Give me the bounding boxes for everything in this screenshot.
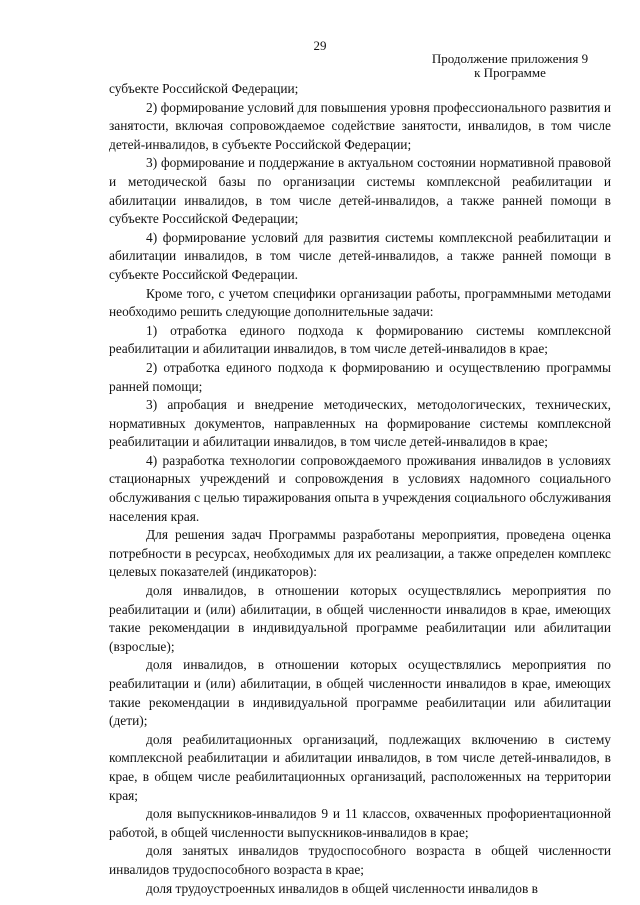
paragraph-indicator-hired: доля трудоустроенных инвалидов в общей численности инвалидов в (146, 880, 538, 896)
paragraph-indicator-employed: доля занятых инвалидов трудоспособного возраста в общей численности инвалидов трудоспособного возраста в крае; (109, 843, 611, 877)
paragraph-additional-task-3: 3) апробация и внедрение методических, методологических, технических, нормативных документов, направленных на формирование системы комплексной реабилитации и абилитации инвалидов, в том числе детей-инвалидов в крае; (109, 397, 611, 450)
document-body (109, 80, 611, 898)
paragraph-task-4: 4) формирование условий для развития системы комплексной реабилитации и абилитации инвалидов, в том числе детей-инвалидов, а также ранней помощи в субъекте Российской Федерации. (109, 229, 611, 282)
paragraph-indicators-intro: Для решения задач Программы разработаны мероприятия, проведена оценка потребности в ресурсах, необходимых для их реализации, а также определен комплекс целевых показателей (индикаторов): (109, 527, 611, 580)
paragraph-indicator-organizations: доля реабилитационных организаций, подлежащих включению в систему комплексной реабилитации и абилитации инвалидов, в том числе детей-инвалидов, в крае, в общем числе реабилитационных организаций, расположенных на территории края; (109, 731, 611, 803)
paragraph-indicator-children: доля инвалидов, в отношении которых осуществлялись мероприятия по реабилитации и (или) абилитации, в общей численности инвалидов в крае, имеющих такие рекомендации в индивидуальной программе реабилитации или абилитации (дети); (109, 657, 611, 729)
paragraph-additional-task-1: 1) отработка единого подхода к формированию системы комплексной реабилитации и абилитации инвалидов, в том числе детей-инвалидов в крае; (109, 322, 611, 357)
appendix-header-line-2: к Программе (474, 65, 546, 80)
paragraph-additional-tasks-intro: Кроме того, с учетом специфики организации работы, программными методами необходимо решить следующие дополнительные задачи: (109, 285, 611, 320)
paragraph-additional-task-2: 2) отработка единого подхода к формированию и осуществлению программы ранней помощи; (109, 359, 611, 394)
appendix-header-line-1: Продолжение приложения 9 (431, 51, 589, 66)
paragraph-additional-task-4: 4) разработка технологии сопровождаемого проживания инвалидов в условиях стационарных учреждений и сопровождения в условиях надомного социального обслуживания с целью тиражирования опыта в учреждения социального обслуживания населения края. (109, 452, 611, 524)
paragraph-task-3: 3) формирование и поддержание в актуальном состоянии нормативной правовой и методической базы по организации системы комплексной реабилитации и абилитации инвалидов, в том числе детей-инвалидов, а также ранней помощи в субъекте Российской Федерации; (109, 155, 611, 227)
page-number: 29 (313, 38, 327, 53)
paragraph-indicator-adults: доля инвалидов, в отношении которых осуществлялись мероприятия по реабилитации и (или) абилитации, в общей численности инвалидов в крае, имеющих такие рекомендации в индивидуальной программе реабилитации или абилитации (взрослые); (109, 583, 611, 654)
paragraph-task-2: 2) формирование условий для повышения уровня профессионального развития и занятости, включая сопровождаемое содействие занятости, инвалидов, в том числе детей-инвалидов, в субъекте Российской Федерации; (109, 99, 611, 152)
paragraph-indicator-graduates: доля выпускников-инвалидов 9 и 11 классов, охваченных профориентационной работой, в общей численности выпускников-инвалидов в крае; (109, 806, 611, 840)
appendix-header (420, 52, 600, 80)
paragraph-continuation: субъекте Российской Федерации; (109, 81, 299, 96)
